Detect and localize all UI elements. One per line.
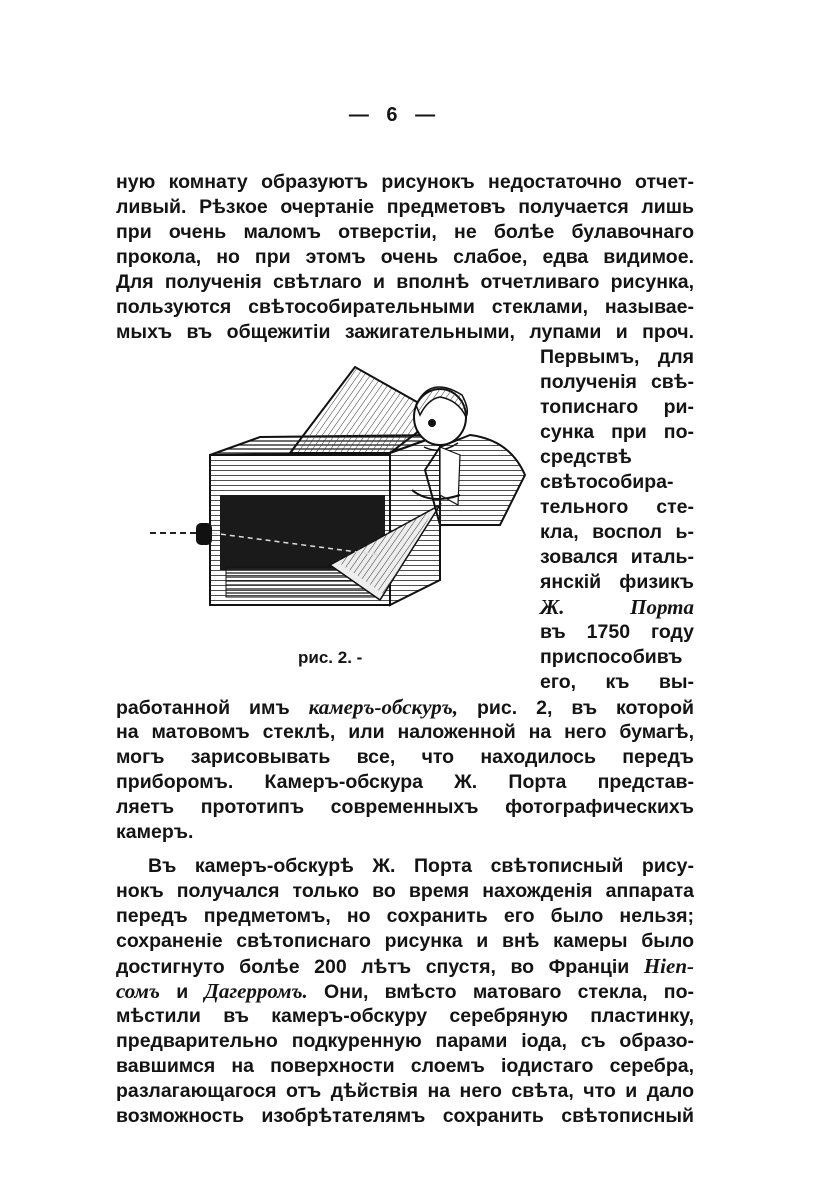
daguerre-name: Дагерромъ.	[204, 979, 308, 1003]
text-line: полученiя свѣ-	[540, 371, 694, 393]
text-line: сохраненiе свѣтописнаго рисунка и внѣ камеры было	[116, 930, 694, 952]
text-line	[116, 979, 694, 1004]
figure-caption: рис. 2. -	[298, 648, 363, 667]
camera-obscura-illustration	[140, 355, 530, 625]
niepce-name: Нiеп-	[643, 954, 694, 978]
niepce-name-end: сомъ	[116, 979, 160, 1003]
text-line: передъ предметомъ, но сохранить его было нельзя;	[116, 905, 694, 927]
text-line: пользуются свѣтособирательными стеклами, называе-	[116, 296, 694, 318]
text-line: кла, воспол ь-	[540, 521, 694, 543]
text-line	[116, 954, 694, 979]
text-line	[116, 695, 694, 720]
text-line: въ 1750 году	[540, 621, 694, 643]
text-span: и	[159, 981, 205, 1003]
text-line: тописнаго ри-	[540, 396, 694, 418]
text-span: работанной имъ	[116, 697, 309, 719]
text-line: предварительно подкуренную парами iода, съ образо-	[116, 1030, 694, 1052]
text-line: ливый. Рѣзкое очертанiе предметовъ получается лишь	[116, 196, 694, 218]
page-number: — 6 —	[348, 104, 442, 126]
text-line: ную комнату образуютъ рисунокъ недостаточно отчет-	[116, 171, 694, 193]
text-line: янскiй физикъ	[540, 571, 694, 593]
text-line: свѣтособира-	[540, 471, 674, 493]
camera-obscura-term: камеръ-обскуръ,	[308, 695, 459, 719]
text-line: ляетъ прототипъ современныхъ фотографическихъ	[116, 796, 694, 818]
text-line: зовался италь-	[540, 546, 694, 568]
text-line: Для полученiя свѣтлаго и вполнѣ отчетливаго рисунка,	[116, 271, 694, 293]
text-span: рис. 2, въ которой	[458, 697, 694, 719]
text-line: средствѣ	[540, 446, 632, 468]
text-line: мѣстили въ камеръ-обскуру серебряную пластинку,	[116, 1005, 694, 1027]
text-line: камеръ.	[116, 821, 194, 843]
text-line: вавшимся на поверхности слоемъ iодистаго серебра,	[116, 1055, 694, 1077]
text-line: прокола, но при этомъ очень слабое, едва видимое.	[116, 246, 694, 268]
text-line: мыхъ въ общежитiи зажигательными, лупами и проч.	[116, 321, 694, 343]
text-line: при очень маломъ отверстiи, не болѣе булавочнаго	[116, 221, 694, 243]
text-line: его, къ вы-	[540, 671, 694, 693]
porta-name: Ж. Порта	[540, 595, 694, 619]
text-line: тельного сте-	[540, 496, 694, 518]
text-line: сунка при по-	[540, 421, 694, 443]
text-line: приспособивъ	[540, 646, 683, 668]
text-line: приборомъ. Камеръ-обскура Ж. Порта представ-	[116, 771, 694, 793]
text-line: могъ зарисовывать все, что находилось передъ	[116, 746, 694, 768]
text-line: Въ камеръ-обскурѣ Ж. Порта свѣтописный рису-	[148, 855, 694, 877]
text-span: Они, вмѣсто матоваго стекла, по-	[307, 981, 694, 1003]
text-line: нокъ получался только во время нахожденiя аппарата	[116, 880, 694, 902]
text-line: разлагающагося отъ дѣйствiя на него свѣта, что и дало	[116, 1080, 694, 1102]
text-line: Первымъ, для	[540, 346, 694, 368]
text-span: достигнуто болѣе 200 лѣтъ спустя, во Францiи	[116, 956, 644, 978]
text-line: возможность изобрѣтателямъ сохранить свѣтописный	[116, 1105, 694, 1127]
text-line: на матовомъ стеклѣ, или наложенной на него бумагѣ,	[116, 721, 694, 743]
